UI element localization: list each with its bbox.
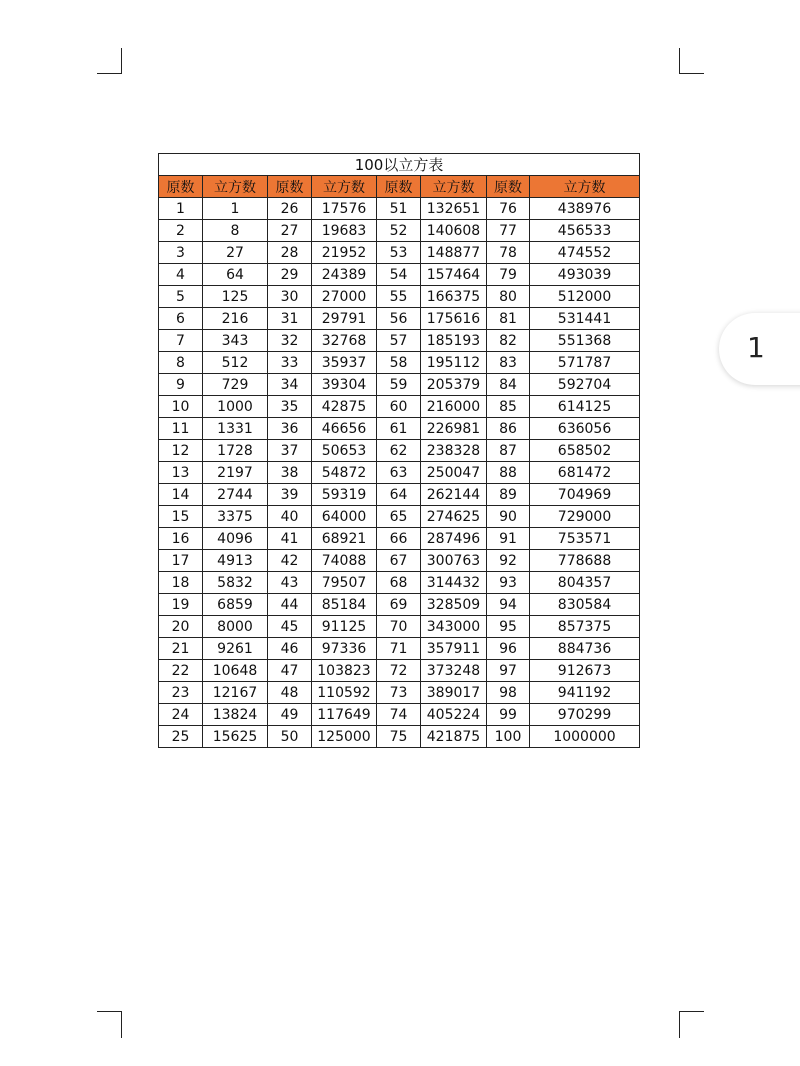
cube-value-cell: 493039 xyxy=(530,264,640,286)
cube-value-cell: 205379 xyxy=(421,374,487,396)
cube-value-cell: 912673 xyxy=(530,660,640,682)
base-number-cell: 77 xyxy=(487,220,530,242)
crop-mark-bottom-right xyxy=(679,1011,704,1038)
cube-value-cell: 175616 xyxy=(421,308,487,330)
crop-mark-bottom-left xyxy=(97,1011,122,1038)
cube-value-cell: 68921 xyxy=(312,528,377,550)
cube-value-cell: 148877 xyxy=(421,242,487,264)
cube-value-cell: 50653 xyxy=(312,440,377,462)
base-number-cell: 87 xyxy=(487,440,530,462)
cube-value-cell: 54872 xyxy=(312,462,377,484)
cube-value-cell: 884736 xyxy=(530,638,640,660)
base-number-cell: 45 xyxy=(268,616,312,638)
base-number-cell: 62 xyxy=(377,440,421,462)
base-number-cell: 47 xyxy=(268,660,312,682)
cube-value-cell: 21952 xyxy=(312,242,377,264)
cube-value-cell: 328509 xyxy=(421,594,487,616)
table-title: 100以立方表 xyxy=(159,154,640,176)
base-number-cell: 71 xyxy=(377,638,421,660)
table-row xyxy=(159,550,640,572)
base-number-cell: 85 xyxy=(487,396,530,418)
cube-value-cell: 17576 xyxy=(312,198,377,220)
cube-value-cell: 6859 xyxy=(203,594,268,616)
base-number-cell: 52 xyxy=(377,220,421,242)
base-number-cell: 86 xyxy=(487,418,530,440)
table-row xyxy=(159,374,640,396)
base-number-cell: 10 xyxy=(159,396,203,418)
base-number-cell: 17 xyxy=(159,550,203,572)
base-number-cell: 28 xyxy=(268,242,312,264)
cube-value-cell: 704969 xyxy=(530,484,640,506)
cube-value-cell: 857375 xyxy=(530,616,640,638)
table-row xyxy=(159,220,640,242)
base-number-cell: 83 xyxy=(487,352,530,374)
table-row xyxy=(159,396,640,418)
base-number-cell: 2 xyxy=(159,220,203,242)
table-row xyxy=(159,704,640,726)
base-number-cell: 21 xyxy=(159,638,203,660)
table-row xyxy=(159,462,640,484)
base-number-cell: 3 xyxy=(159,242,203,264)
base-number-cell: 99 xyxy=(487,704,530,726)
table-row xyxy=(159,528,640,550)
cube-value-cell: 778688 xyxy=(530,550,640,572)
base-number-cell: 68 xyxy=(377,572,421,594)
cube-value-cell: 804357 xyxy=(530,572,640,594)
cube-value-cell: 512000 xyxy=(530,286,640,308)
base-number-cell: 44 xyxy=(268,594,312,616)
cube-value-cell: 314432 xyxy=(421,572,487,594)
cube-value-cell: 421875 xyxy=(421,726,487,748)
base-number-cell: 58 xyxy=(377,352,421,374)
base-number-cell: 19 xyxy=(159,594,203,616)
base-number-cell: 92 xyxy=(487,550,530,572)
base-number-cell: 65 xyxy=(377,506,421,528)
cube-value-cell: 1728 xyxy=(203,440,268,462)
base-number-cell: 55 xyxy=(377,286,421,308)
cube-value-cell: 300763 xyxy=(421,550,487,572)
cube-value-cell: 2744 xyxy=(203,484,268,506)
table-row xyxy=(159,418,640,440)
table-row xyxy=(159,726,640,748)
base-number-cell: 50 xyxy=(268,726,312,748)
base-number-cell: 11 xyxy=(159,418,203,440)
base-number-cell: 95 xyxy=(487,616,530,638)
page-number-badge[interactable] xyxy=(719,313,800,385)
base-number-cell: 76 xyxy=(487,198,530,220)
base-number-cell: 98 xyxy=(487,682,530,704)
header-cell: 原数 xyxy=(487,176,530,198)
base-number-cell: 73 xyxy=(377,682,421,704)
header-cell: 原数 xyxy=(159,176,203,198)
table-row xyxy=(159,440,640,462)
cube-value-cell: 1331 xyxy=(203,418,268,440)
base-number-cell: 69 xyxy=(377,594,421,616)
cube-value-cell: 658502 xyxy=(530,440,640,462)
base-number-cell: 88 xyxy=(487,462,530,484)
base-number-cell: 27 xyxy=(268,220,312,242)
crop-mark-top-right xyxy=(679,48,704,74)
cube-value-cell: 13824 xyxy=(203,704,268,726)
cube-table xyxy=(158,153,640,748)
base-number-cell: 16 xyxy=(159,528,203,550)
base-number-cell: 61 xyxy=(377,418,421,440)
base-number-cell: 34 xyxy=(268,374,312,396)
cube-value-cell: 343000 xyxy=(421,616,487,638)
base-number-cell: 60 xyxy=(377,396,421,418)
cube-value-cell: 42875 xyxy=(312,396,377,418)
base-number-cell: 25 xyxy=(159,726,203,748)
table-row xyxy=(159,264,640,286)
base-number-cell: 74 xyxy=(377,704,421,726)
cube-value-cell: 15625 xyxy=(203,726,268,748)
cube-value-cell: 287496 xyxy=(421,528,487,550)
header-cell: 立方数 xyxy=(203,176,268,198)
base-number-cell: 49 xyxy=(268,704,312,726)
base-number-cell: 39 xyxy=(268,484,312,506)
cube-value-cell: 729000 xyxy=(530,506,640,528)
base-number-cell: 78 xyxy=(487,242,530,264)
cube-value-cell: 216000 xyxy=(421,396,487,418)
cube-value-cell: 970299 xyxy=(530,704,640,726)
header-row xyxy=(159,176,640,198)
header-cell: 立方数 xyxy=(312,176,377,198)
base-number-cell: 51 xyxy=(377,198,421,220)
table-row xyxy=(159,484,640,506)
base-number-cell: 30 xyxy=(268,286,312,308)
cube-value-cell: 35937 xyxy=(312,352,377,374)
table-row xyxy=(159,286,640,308)
base-number-cell: 70 xyxy=(377,616,421,638)
base-number-cell: 72 xyxy=(377,660,421,682)
cube-value-cell: 110592 xyxy=(312,682,377,704)
crop-mark-top-left xyxy=(97,48,122,74)
cube-value-cell: 64000 xyxy=(312,506,377,528)
base-number-cell: 66 xyxy=(377,528,421,550)
base-number-cell: 56 xyxy=(377,308,421,330)
base-number-cell: 42 xyxy=(268,550,312,572)
cube-value-cell: 729 xyxy=(203,374,268,396)
cube-value-cell: 474552 xyxy=(530,242,640,264)
base-number-cell: 8 xyxy=(159,352,203,374)
base-number-cell: 93 xyxy=(487,572,530,594)
base-number-cell: 89 xyxy=(487,484,530,506)
cube-value-cell: 39304 xyxy=(312,374,377,396)
base-number-cell: 15 xyxy=(159,506,203,528)
base-number-cell: 90 xyxy=(487,506,530,528)
table-row xyxy=(159,506,640,528)
base-number-cell: 57 xyxy=(377,330,421,352)
table-row xyxy=(159,594,640,616)
table-row xyxy=(159,616,640,638)
base-number-cell: 31 xyxy=(268,308,312,330)
cube-value-cell: 1000 xyxy=(203,396,268,418)
base-number-cell: 64 xyxy=(377,484,421,506)
cube-value-cell: 512 xyxy=(203,352,268,374)
cube-value-cell: 125 xyxy=(203,286,268,308)
cube-value-cell: 117649 xyxy=(312,704,377,726)
cube-value-cell: 9261 xyxy=(203,638,268,660)
base-number-cell: 1 xyxy=(159,198,203,220)
cube-value-cell: 636056 xyxy=(530,418,640,440)
cube-value-cell: 85184 xyxy=(312,594,377,616)
cube-value-cell: 226981 xyxy=(421,418,487,440)
base-number-cell: 13 xyxy=(159,462,203,484)
base-number-cell: 6 xyxy=(159,308,203,330)
base-number-cell: 81 xyxy=(487,308,530,330)
table-row xyxy=(159,660,640,682)
cube-value-cell: 405224 xyxy=(421,704,487,726)
cube-value-cell: 830584 xyxy=(530,594,640,616)
cube-value-cell: 3375 xyxy=(203,506,268,528)
cube-value-cell: 64 xyxy=(203,264,268,286)
base-number-cell: 91 xyxy=(487,528,530,550)
base-number-cell: 46 xyxy=(268,638,312,660)
table-row xyxy=(159,682,640,704)
base-number-cell: 7 xyxy=(159,330,203,352)
cube-value-cell: 91125 xyxy=(312,616,377,638)
table-row xyxy=(159,242,640,264)
table-row xyxy=(159,352,640,374)
base-number-cell: 22 xyxy=(159,660,203,682)
cube-value-cell: 238328 xyxy=(421,440,487,462)
cube-value-cell: 4096 xyxy=(203,528,268,550)
cube-value-cell: 262144 xyxy=(421,484,487,506)
cube-value-cell: 373248 xyxy=(421,660,487,682)
base-number-cell: 41 xyxy=(268,528,312,550)
header-cell: 立方数 xyxy=(421,176,487,198)
base-number-cell: 84 xyxy=(487,374,530,396)
base-number-cell: 43 xyxy=(268,572,312,594)
header-cell: 立方数 xyxy=(530,176,640,198)
cube-value-cell: 19683 xyxy=(312,220,377,242)
cube-value-cell: 74088 xyxy=(312,550,377,572)
cube-value-cell: 1 xyxy=(203,198,268,220)
cube-value-cell: 456533 xyxy=(530,220,640,242)
cube-value-cell: 389017 xyxy=(421,682,487,704)
header-cell: 原数 xyxy=(377,176,421,198)
cube-value-cell: 29791 xyxy=(312,308,377,330)
cube-value-cell: 24389 xyxy=(312,264,377,286)
base-number-cell: 24 xyxy=(159,704,203,726)
cube-value-cell: 132651 xyxy=(421,198,487,220)
cube-value-cell: 8 xyxy=(203,220,268,242)
cube-value-cell: 2197 xyxy=(203,462,268,484)
base-number-cell: 100 xyxy=(487,726,530,748)
base-number-cell: 29 xyxy=(268,264,312,286)
cube-value-cell: 8000 xyxy=(203,616,268,638)
cube-value-cell: 438976 xyxy=(530,198,640,220)
base-number-cell: 75 xyxy=(377,726,421,748)
base-number-cell: 23 xyxy=(159,682,203,704)
base-number-cell: 37 xyxy=(268,440,312,462)
base-number-cell: 35 xyxy=(268,396,312,418)
base-number-cell: 96 xyxy=(487,638,530,660)
cube-value-cell: 125000 xyxy=(312,726,377,748)
base-number-cell: 67 xyxy=(377,550,421,572)
cube-value-cell: 140608 xyxy=(421,220,487,242)
base-number-cell: 36 xyxy=(268,418,312,440)
table-row xyxy=(159,308,640,330)
base-number-cell: 18 xyxy=(159,572,203,594)
cube-value-cell: 27 xyxy=(203,242,268,264)
base-number-cell: 33 xyxy=(268,352,312,374)
cube-value-cell: 46656 xyxy=(312,418,377,440)
page-number: 1 xyxy=(747,331,765,364)
cube-value-cell: 216 xyxy=(203,308,268,330)
cube-value-cell: 357911 xyxy=(421,638,487,660)
base-number-cell: 82 xyxy=(487,330,530,352)
header-cell: 原数 xyxy=(268,176,312,198)
table-row xyxy=(159,330,640,352)
cube-value-cell: 27000 xyxy=(312,286,377,308)
base-number-cell: 14 xyxy=(159,484,203,506)
cube-value-cell: 5832 xyxy=(203,572,268,594)
cube-value-cell: 941192 xyxy=(530,682,640,704)
base-number-cell: 32 xyxy=(268,330,312,352)
base-number-cell: 80 xyxy=(487,286,530,308)
cube-value-cell: 4913 xyxy=(203,550,268,572)
base-number-cell: 97 xyxy=(487,660,530,682)
base-number-cell: 26 xyxy=(268,198,312,220)
base-number-cell: 9 xyxy=(159,374,203,396)
base-number-cell: 5 xyxy=(159,286,203,308)
cube-value-cell: 1000000 xyxy=(530,726,640,748)
base-number-cell: 20 xyxy=(159,616,203,638)
cube-value-cell: 59319 xyxy=(312,484,377,506)
cube-value-cell: 681472 xyxy=(530,462,640,484)
base-number-cell: 40 xyxy=(268,506,312,528)
cube-value-cell: 551368 xyxy=(530,330,640,352)
table-row xyxy=(159,638,640,660)
cube-value-cell: 195112 xyxy=(421,352,487,374)
cube-value-cell: 571787 xyxy=(530,352,640,374)
cube-value-cell: 10648 xyxy=(203,660,268,682)
cube-value-cell: 250047 xyxy=(421,462,487,484)
base-number-cell: 94 xyxy=(487,594,530,616)
cube-value-cell: 166375 xyxy=(421,286,487,308)
cube-value-cell: 97336 xyxy=(312,638,377,660)
base-number-cell: 48 xyxy=(268,682,312,704)
cube-value-cell: 79507 xyxy=(312,572,377,594)
base-number-cell: 54 xyxy=(377,264,421,286)
base-number-cell: 59 xyxy=(377,374,421,396)
base-number-cell: 38 xyxy=(268,462,312,484)
cube-value-cell: 103823 xyxy=(312,660,377,682)
cube-value-cell: 32768 xyxy=(312,330,377,352)
cube-value-cell: 592704 xyxy=(530,374,640,396)
base-number-cell: 63 xyxy=(377,462,421,484)
cube-value-cell: 531441 xyxy=(530,308,640,330)
cube-value-cell: 12167 xyxy=(203,682,268,704)
base-number-cell: 79 xyxy=(487,264,530,286)
cube-value-cell: 274625 xyxy=(421,506,487,528)
cube-value-cell: 753571 xyxy=(530,528,640,550)
cube-value-cell: 614125 xyxy=(530,396,640,418)
title-row xyxy=(159,154,640,176)
base-number-cell: 12 xyxy=(159,440,203,462)
base-number-cell: 4 xyxy=(159,264,203,286)
cube-value-cell: 185193 xyxy=(421,330,487,352)
cube-value-cell: 157464 xyxy=(421,264,487,286)
base-number-cell: 53 xyxy=(377,242,421,264)
cube-value-cell: 343 xyxy=(203,330,268,352)
table-row xyxy=(159,572,640,594)
table-row xyxy=(159,198,640,220)
